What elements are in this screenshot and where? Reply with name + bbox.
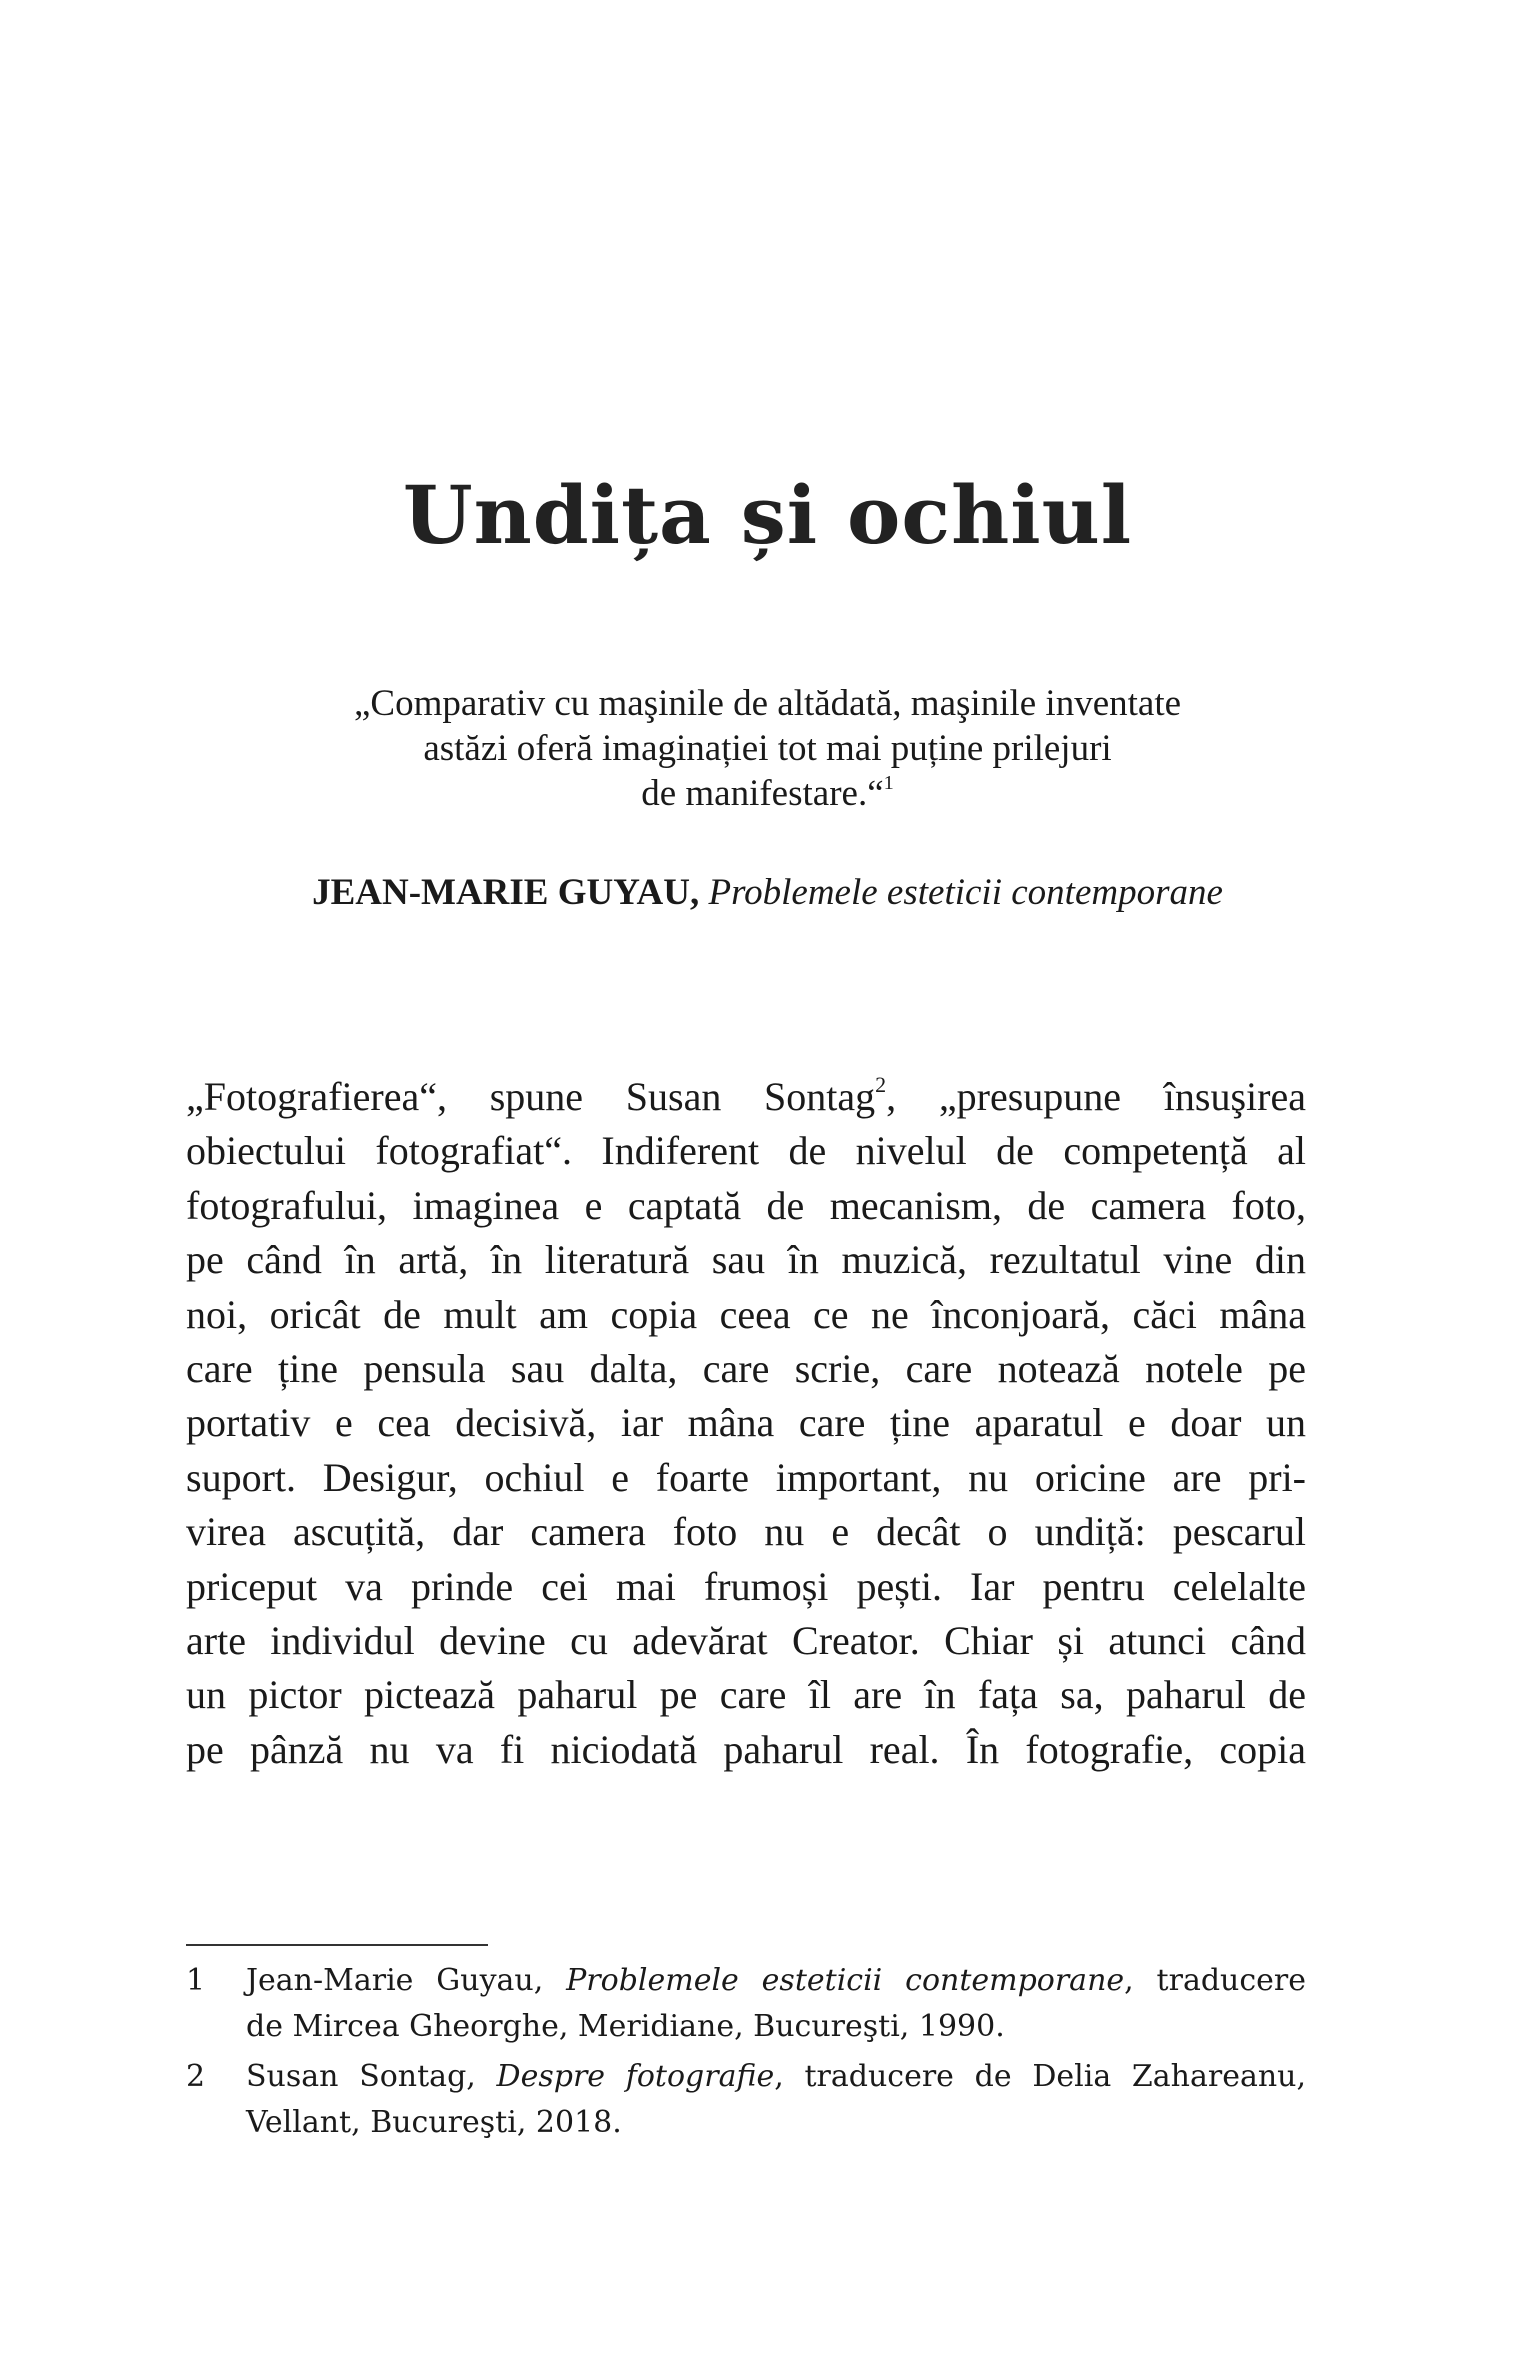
footnote-text: , traducere — [1124, 1963, 1307, 1998]
body-paragraph — [186, 1070, 1306, 1777]
footnote-number: 2 — [186, 2059, 206, 2094]
body-line: obiectului fotografiat“. Indiferent de nivelul de competență al — [186, 1128, 1306, 1174]
body-line: portativ e cea decisivă, iar mâna care ține aparatul e doar un — [186, 1400, 1306, 1446]
footnote-line: de Mircea Gheorghe, Meridiane, Bucureşti, 1990. — [246, 2009, 1005, 2044]
body-line-text: , „presupune însuşirea — [886, 1074, 1306, 1119]
footnote-author: Jean-Marie Guyau, — [246, 1963, 567, 1998]
footnote-work-title: Despre fotografie — [496, 2059, 775, 2094]
epigraph-line — [267, 771, 1268, 816]
epigraph-attribution — [0, 870, 1535, 915]
epigraph-line: „Comparativ cu maşinile de altădată, maşinile inventate — [353, 683, 1182, 724]
footnote-separator — [186, 1944, 488, 1946]
body-line: pe pânză nu va fi niciodată paharul real. În fotografie, copia — [186, 1726, 1306, 1772]
attribution-work: Problemele esteticii contemporane — [708, 872, 1223, 913]
footnote-work-title: Problemele esteticii contemporane — [566, 1963, 1125, 1998]
body-line: suport. Desigur, ochiul e foarte important, nu oricine are pri- — [186, 1454, 1306, 1500]
body-line-text: „Fotografierea“, spune Susan Sontag — [186, 1074, 876, 1119]
epigraph — [267, 681, 1268, 816]
footnote-number: 1 — [186, 1963, 206, 1998]
epigraph-line-text: de manifestare.“ — [641, 773, 884, 814]
footnote-1 — [186, 1958, 1306, 2050]
footnote-line — [246, 1958, 1306, 2004]
body-line: priceput va prinde cei mai frumoși pești. Iar pentru celelalte — [186, 1563, 1306, 1609]
body-line — [186, 1070, 1306, 1124]
footnote-text: , traducere de Delia Zahareanu, — [774, 2059, 1307, 2094]
body-line: fotografului, imaginea e captată de mecanism, de camera foto, — [186, 1182, 1306, 1228]
epigraph-line: astăzi oferă imaginației tot mai puține prilejuri — [423, 728, 1112, 769]
body-line: pe când în artă, în literatură sau în muzică, rezultatul vine din — [186, 1237, 1306, 1283]
footnote-ref-2: 2 — [875, 1072, 887, 1098]
body-line: care ține pensula sau dalta, care scrie, care notează notele pe — [186, 1345, 1306, 1391]
footnote-line: Vellant, Bucureşti, 2018. — [246, 2105, 622, 2140]
body-line: arte individul devine cu adevărat Creator. Chiar și atunci când — [186, 1617, 1306, 1663]
body-line: virea ascuțită, dar camera foto nu e decât o undiță: pescarul — [186, 1509, 1306, 1555]
chapter-title: Undița și ochiul — [402, 468, 1133, 562]
body-line: un pictor pictează paharul pe care îl are în fața sa, paharul de — [186, 1672, 1306, 1718]
footnotes — [186, 1958, 1306, 2150]
footnote-line — [246, 2054, 1306, 2100]
footnote-author: Susan Sontag, — [246, 2059, 497, 2094]
footnote-2 — [186, 2054, 1306, 2146]
attribution-author: JEAN-MARIE GUYAU, — [312, 872, 700, 913]
body-line: noi, oricât de mult am copia ceea ce ne înconjoară, căci mâna — [186, 1291, 1306, 1337]
footnote-ref-1: 1 — [883, 771, 894, 794]
